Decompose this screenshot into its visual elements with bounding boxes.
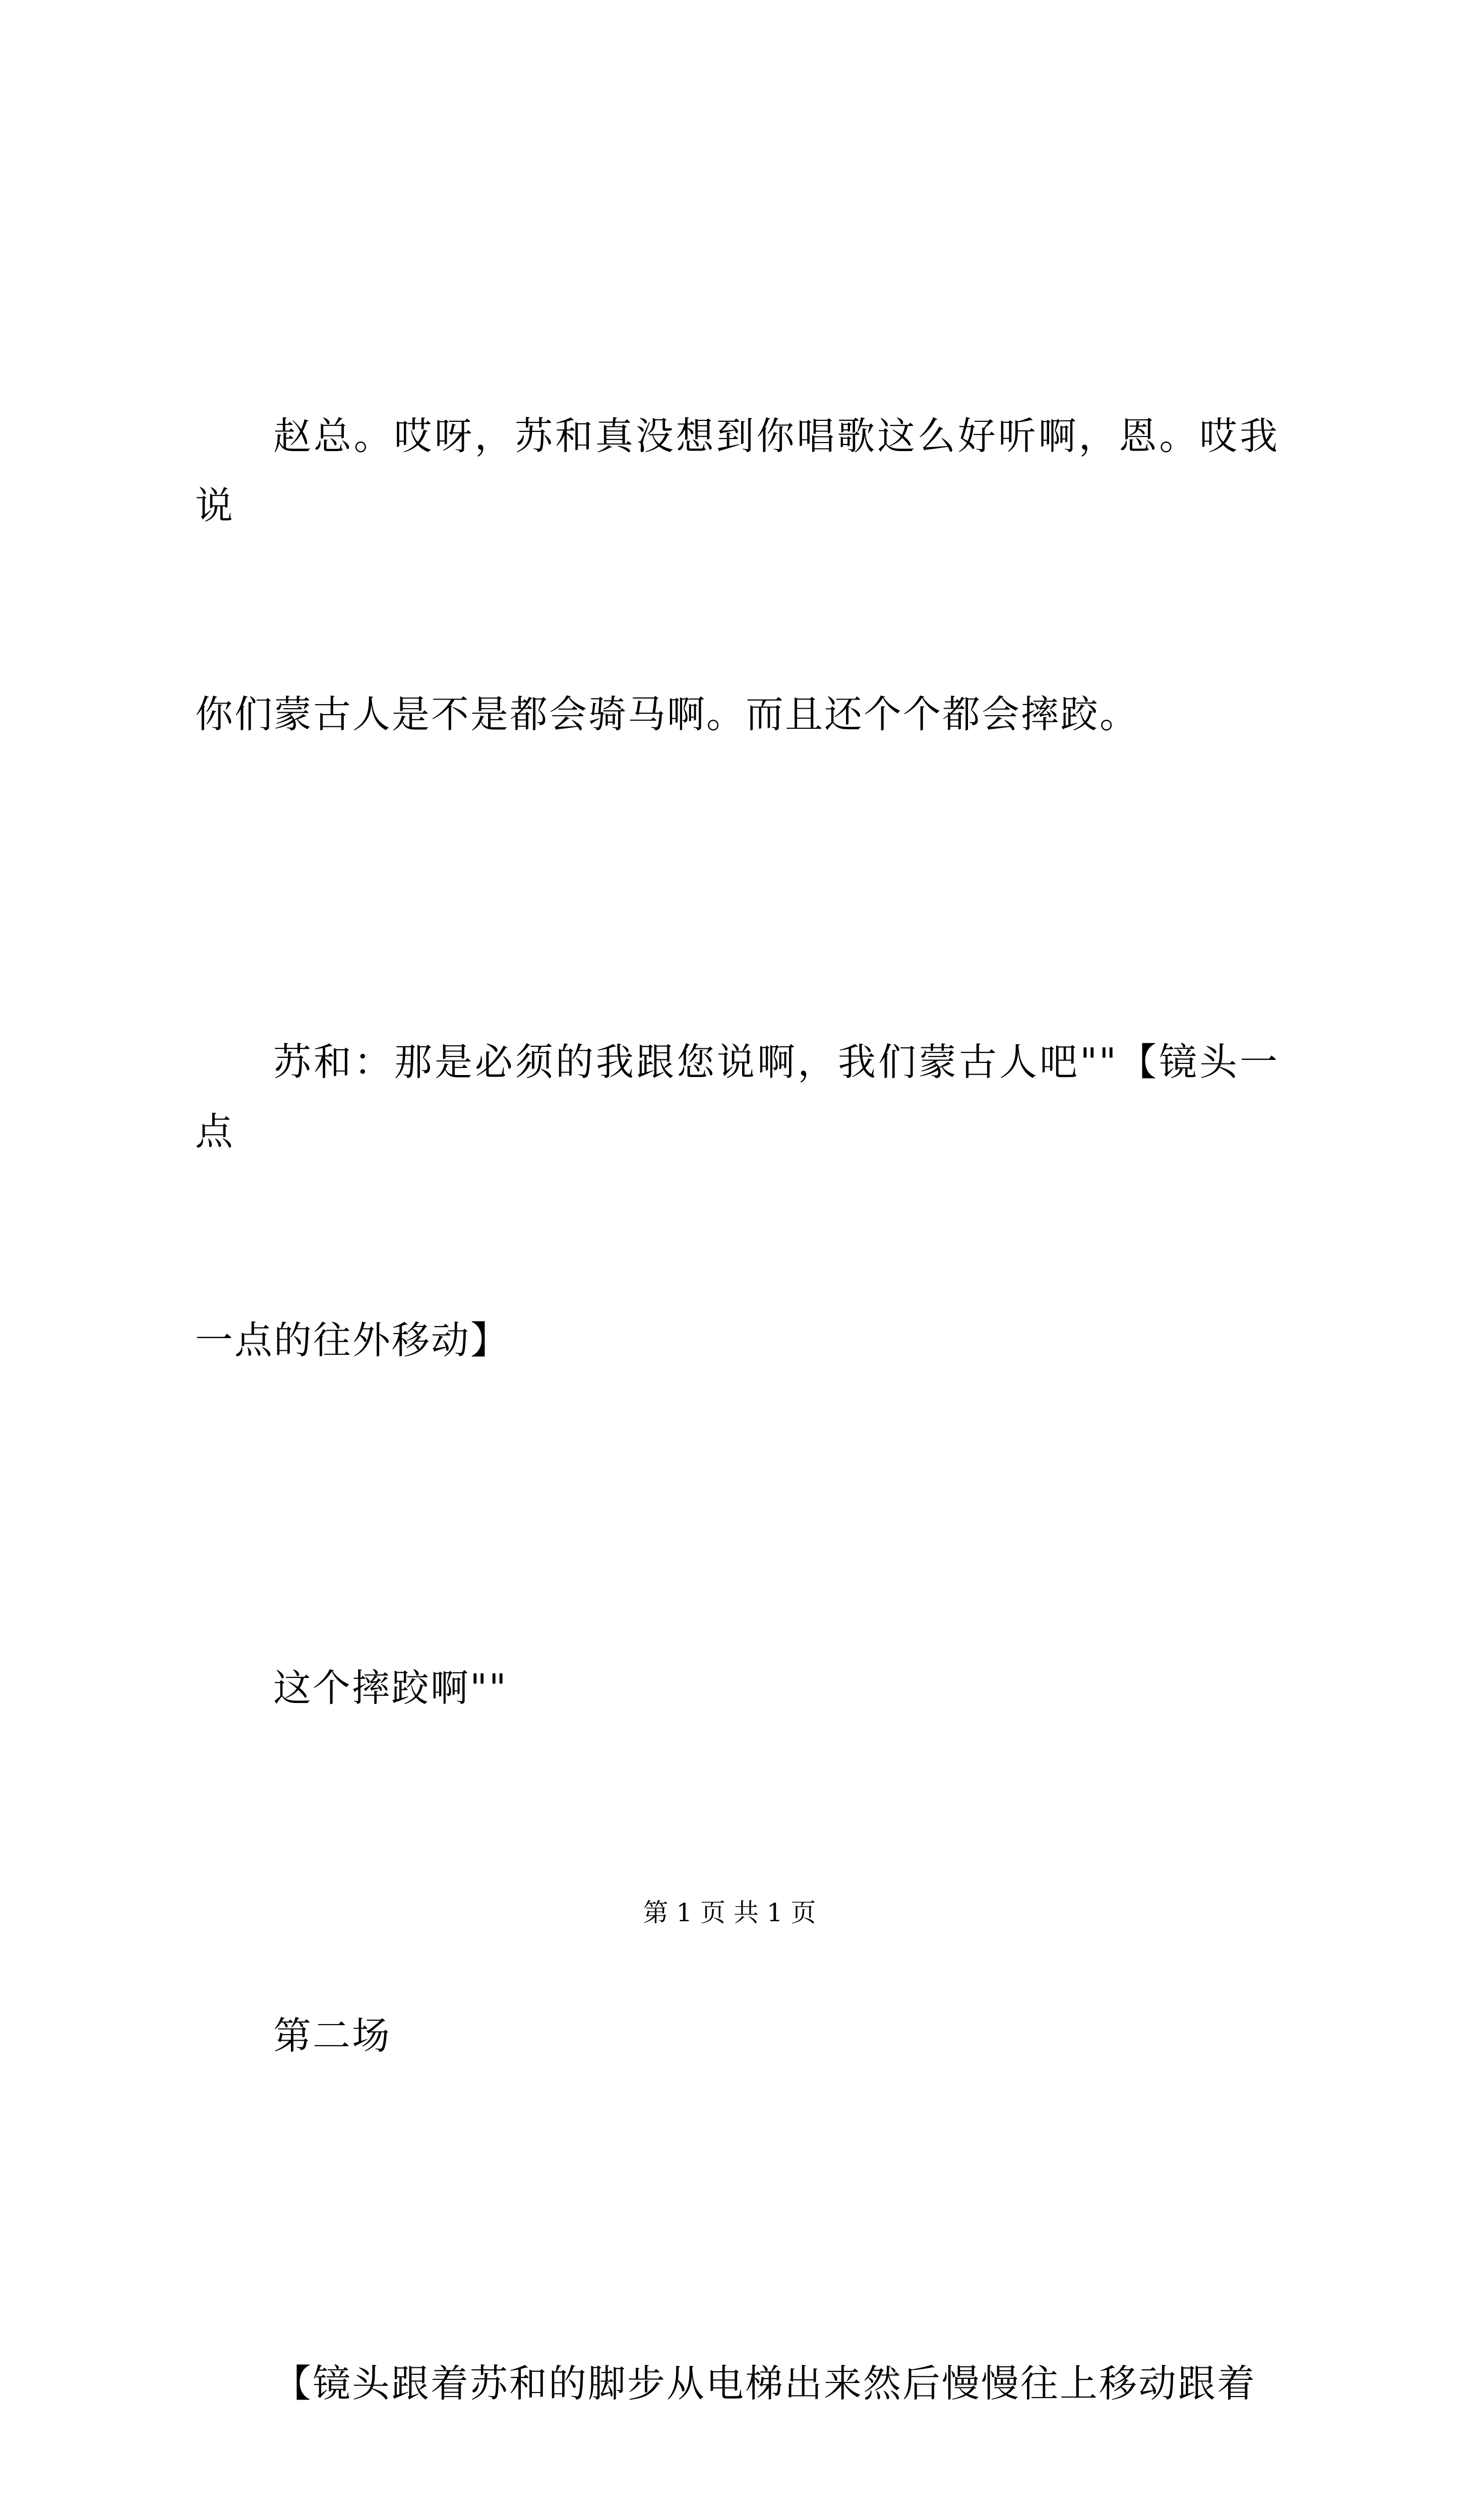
- page-footer: 第 1 页 共 1 页: [643, 1898, 816, 1927]
- text-line: 这个摔跤啊"": [273, 1666, 508, 1710]
- text-line: 你们蒙古人是不是都会骑马啊。而且还个个都会摔跤。: [195, 692, 1139, 736]
- text-line: 苏和：那是必须的我跟您说啊，我们蒙古人吧""【镜头一点: [195, 1040, 1279, 1154]
- paragraph: [195, 888, 1279, 1514]
- text-line: 【镜头跟着苏和的脚步从电梯出来然后慢慢往上移动跟着: [273, 2361, 1257, 2406]
- text-line: 一点的往外移动】: [195, 1318, 510, 1362]
- text-line: 第二场: [273, 2013, 392, 2058]
- text-line: 赵总。哎呀，苏和真没想到你唱歌这么好听啊，恩。哎我说: [195, 414, 1279, 528]
- paragraph: [195, 2210, 1279, 2520]
- paragraph: [195, 1514, 1279, 1862]
- paragraph: [195, 262, 1279, 888]
- document-body: [195, 262, 1279, 2520]
